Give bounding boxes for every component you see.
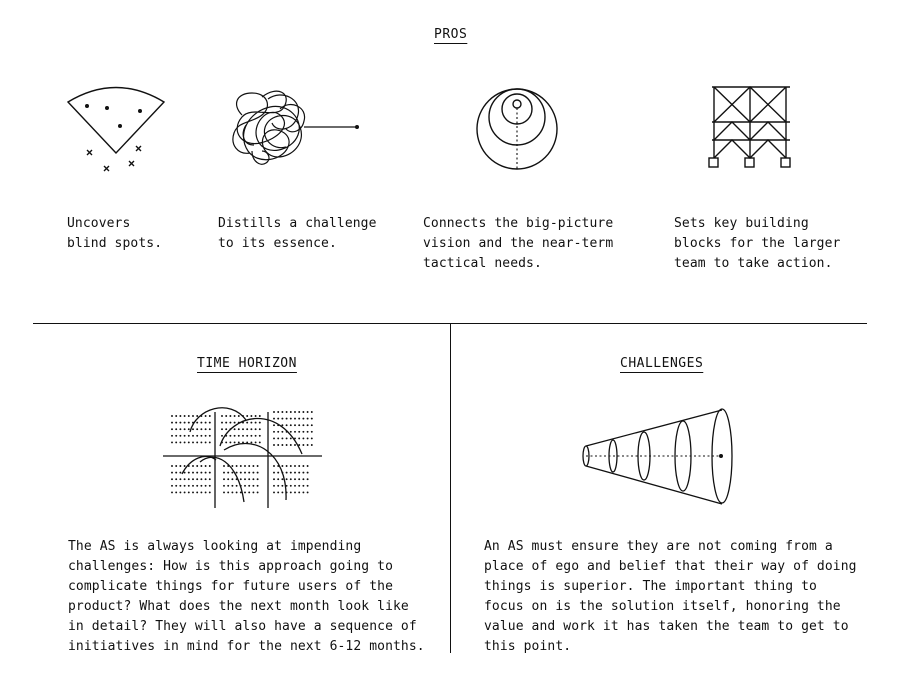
pros-caption-4: Sets key building blocks for the larger team to take action. (674, 216, 841, 271)
tangle-icon (222, 85, 367, 175)
challenges-heading: CHALLENGES (620, 356, 704, 371)
cone-icon (580, 408, 740, 506)
pros-caption-3: Connects the big-picture vision and the near-term tactical needs. (423, 216, 614, 271)
pros-heading: PROS (434, 27, 468, 42)
dotted-arcs-icon (160, 402, 325, 512)
pros-caption-2: Distills a challenge to its essence. (218, 216, 377, 251)
scaffold-icon (706, 84, 796, 172)
fan-scatter-icon (60, 85, 180, 180)
time-horizon-heading: TIME HORIZON (197, 356, 297, 371)
concentric-circles-icon (470, 83, 565, 178)
vertical-divider (450, 323, 451, 653)
pros-caption-1: Uncovers blind spots. (67, 216, 163, 251)
challenges-text: An AS must ensure they are not coming from a place of ego and belief that their way of doing things is superior. The important thing to focus on is the solution itself, honoring the value and work it has taken the team to get to this point. (484, 539, 857, 654)
time-horizon-text: The AS is always looking at impending challenges: How is this approach going to complicate things for future users of the product? What does the next month look like in detail? They will also have a sequence of initiatives in mind for the next 6-12 months. (68, 539, 425, 654)
